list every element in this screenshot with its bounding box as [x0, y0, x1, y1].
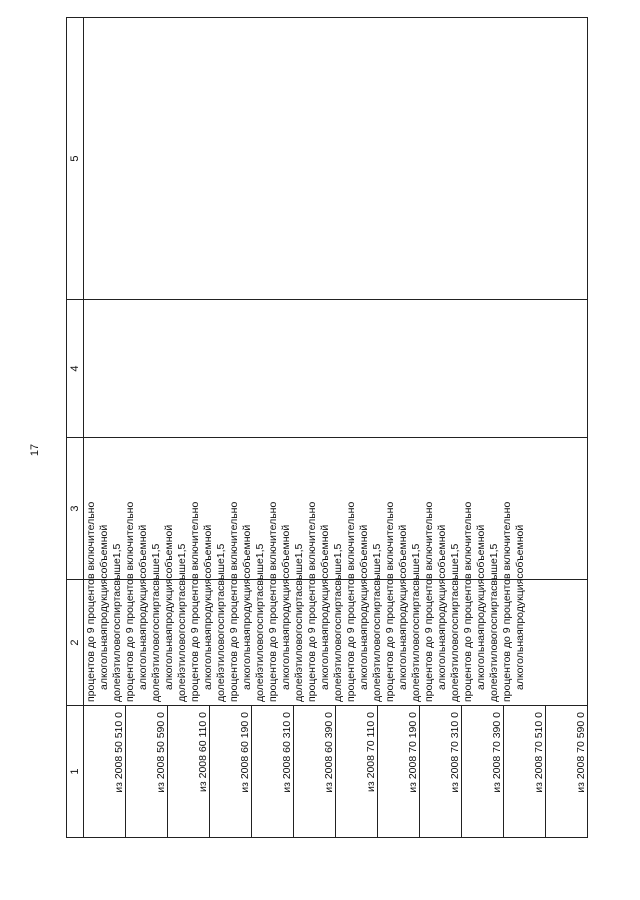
description-line: [488, 543, 501, 702]
description-word: алкогольная: [163, 629, 175, 690]
description-word: долей: [293, 672, 305, 702]
tnved-code-cell: из 2008 70 510 0: [504, 706, 546, 838]
description-word: долей: [176, 672, 188, 702]
tnved-code-cell: из 2008 70 110 0: [336, 706, 378, 838]
description-line: процентов до 9 процентов включительно: [423, 501, 435, 702]
description-word: 1,5: [332, 543, 344, 559]
description-word: спирта: [332, 590, 344, 624]
description-line: [176, 543, 189, 702]
description-word: 1,5: [488, 543, 500, 559]
description-word: объемной: [241, 524, 253, 574]
description-word: долей: [371, 672, 383, 702]
description-word: долей: [215, 672, 227, 702]
description-word: спирта: [410, 590, 422, 624]
header-col-1: 1: [67, 706, 84, 838]
description-word: продукция: [358, 578, 370, 630]
description-word: этилового: [410, 623, 422, 673]
description-word: продукция: [202, 578, 214, 630]
description-word: спирта: [293, 590, 305, 624]
description-word: долей: [150, 672, 162, 702]
description-word: свыше: [254, 558, 266, 591]
description-word: долей: [254, 672, 266, 702]
description-word: алкогольная: [358, 629, 370, 690]
description-word: свыше: [150, 558, 162, 591]
description-word: объемной: [137, 524, 149, 574]
description-word: 1,5: [176, 543, 188, 559]
description-word: объемной: [202, 524, 214, 574]
description-word: 1,5: [449, 543, 461, 559]
description-line: [397, 524, 410, 702]
rotated-table-frame: [66, 18, 586, 838]
description-line: [293, 543, 306, 702]
description-word: спирта: [488, 590, 500, 624]
description-word: алкогольная: [98, 629, 110, 690]
description-word: с: [202, 573, 214, 579]
description-word: спирта: [176, 590, 188, 624]
description-line: процентов до 9 процентов включительно: [85, 501, 97, 702]
description-word: 1,5: [215, 543, 227, 559]
description-line: [332, 543, 345, 702]
tnved-code-cell: из 2008 70 590 0: [546, 706, 588, 838]
description-line: [254, 543, 267, 702]
description-word: алкогольная: [514, 629, 526, 690]
description-line: [449, 543, 462, 702]
description-word: объемной: [397, 524, 409, 574]
description-word: продукция: [137, 578, 149, 630]
description-line: [319, 524, 332, 702]
tnved-code-cell: из 2008 70 310 0: [420, 706, 462, 838]
description-word: 1,5: [410, 543, 422, 559]
description-word: продукция: [397, 578, 409, 630]
description-word: с: [397, 573, 409, 579]
description-word: с: [475, 573, 487, 579]
description-line: [371, 543, 384, 702]
description-word: объемной: [280, 524, 292, 574]
description-word: этилового: [176, 623, 188, 673]
description-word: долей: [449, 672, 461, 702]
description-word: объемной: [319, 524, 331, 574]
description-word: этилового: [293, 623, 305, 673]
description-word: этилового: [371, 623, 383, 673]
description-word: спирта: [111, 590, 123, 624]
description-word: продукция: [163, 578, 175, 630]
description-word: продукция: [241, 578, 253, 630]
description-word: спирта: [254, 590, 266, 624]
tariff-table: [66, 17, 588, 838]
description-word: алкогольная: [475, 629, 487, 690]
description-line: процентов до 9 процентов включительно: [124, 501, 136, 702]
description-word: спирта: [150, 590, 162, 624]
table-row: [84, 18, 126, 838]
tnved-code-cell: из 2008 60 190 0: [210, 706, 252, 838]
description-line: процентов до 9 процентов включительно: [384, 501, 396, 702]
description-word: с: [137, 573, 149, 579]
description-line: [358, 524, 371, 702]
description-word: алкогольная: [397, 629, 409, 690]
tnved-code-cell: из 2008 60 110 0: [168, 706, 210, 838]
description-word: объемной: [358, 524, 370, 574]
tnved-code-cell: из 2008 50 510 0: [84, 706, 126, 838]
description-word: свыше: [332, 558, 344, 591]
description-line: [202, 524, 215, 702]
description-word: алкогольная: [436, 629, 448, 690]
description-line: [98, 524, 111, 702]
description-word: с: [163, 573, 175, 579]
description-word: спирта: [215, 590, 227, 624]
description-word: свыше: [215, 558, 227, 591]
tnved-code-cell: из 2008 60 390 0: [294, 706, 336, 838]
description-word: долей: [332, 672, 344, 702]
description-line: [111, 543, 124, 702]
description-word: долей: [111, 672, 123, 702]
description-word: алкогольная: [137, 629, 149, 690]
description-line: [163, 524, 176, 702]
tnved-code-cell: из 2008 60 310 0: [252, 706, 294, 838]
description-word: долей: [410, 672, 422, 702]
description-word: с: [319, 573, 331, 579]
description-word: свыше: [293, 558, 305, 591]
description-word: этилового: [449, 623, 461, 673]
description-word: свыше: [488, 558, 500, 591]
description-word: 1,5: [254, 543, 266, 559]
description-cell: [84, 501, 588, 706]
empty-cell-col-4: [84, 300, 588, 438]
description-word: продукция: [475, 578, 487, 630]
description-word: этилового: [488, 623, 500, 673]
empty-cell-col-5: [84, 18, 588, 300]
description-line: процентов до 9 процентов включительно: [228, 501, 240, 702]
tnved-code-cell: из 2008 50 590 0: [126, 706, 168, 838]
description-word: 1,5: [293, 543, 305, 559]
description-word: объемной: [475, 524, 487, 574]
description-word: этилового: [111, 623, 123, 673]
description-word: алкогольная: [202, 629, 214, 690]
description-line: [215, 543, 228, 702]
description-word: объемной: [98, 524, 110, 574]
description-word: свыше: [410, 558, 422, 591]
description-line: [241, 524, 254, 702]
description-word: объемной: [436, 524, 448, 574]
tnved-code-cell: из 2008 70 390 0: [462, 706, 504, 838]
description-line: процентов до 9 процентов включительно: [189, 501, 201, 702]
description-line: [150, 543, 163, 702]
description-word: с: [358, 573, 370, 579]
description-word: этилового: [332, 623, 344, 673]
description-word: продукция: [514, 578, 526, 630]
description-word: свыше: [111, 558, 123, 591]
description-word: спирта: [449, 590, 461, 624]
description-line: [514, 524, 527, 702]
tariff-table-wrapper: [66, 18, 586, 838]
description-word: алкогольная: [319, 629, 331, 690]
header-col-3: 3: [67, 438, 84, 580]
description-word: с: [98, 573, 110, 579]
description-line: процентов до 9 процентов включительно: [501, 501, 513, 702]
description-word: продукция: [98, 578, 110, 630]
description-word: алкогольная: [241, 629, 253, 690]
description-word: спирта: [371, 590, 383, 624]
description-word: свыше: [176, 558, 188, 591]
description-word: этилового: [215, 623, 227, 673]
description-line: [475, 524, 488, 702]
header-col-5: 5: [67, 18, 84, 300]
description-word: с: [241, 573, 253, 579]
description-word: с: [514, 573, 526, 579]
description-word: объемной: [163, 524, 175, 574]
description-line: процентов до 9 процентов включительно: [345, 501, 357, 702]
description-line: [410, 543, 423, 702]
description-line: процентов до 9 процентов включительно: [462, 501, 474, 702]
description-word: этилового: [150, 623, 162, 673]
description-line: [280, 524, 293, 702]
description-line: процентов до 9 процентов включительно: [267, 501, 279, 702]
header-col-2: 2: [67, 580, 84, 706]
header-col-4: 4: [67, 300, 84, 438]
header-row: [67, 18, 84, 838]
description-word: свыше: [371, 558, 383, 591]
description-word: долей: [488, 672, 500, 702]
description-word: с: [436, 573, 448, 579]
description-word: продукция: [319, 578, 331, 630]
description-line: [137, 524, 150, 702]
description-line: [436, 524, 449, 702]
description-word: этилового: [254, 623, 266, 673]
description-word: продукция: [436, 578, 448, 630]
tnved-code-cell: из 2008 70 190 0: [378, 706, 420, 838]
description-word: алкогольная: [280, 629, 292, 690]
page-number: 17: [29, 443, 41, 457]
description-word: 1,5: [111, 543, 123, 559]
description-word: объемной: [514, 524, 526, 574]
description-word: продукция: [280, 578, 292, 630]
description-word: 1,5: [371, 543, 383, 559]
description-word: с: [280, 573, 292, 579]
description-word: 1,5: [150, 543, 162, 559]
description-line: процентов до 9 процентов включительно: [306, 501, 318, 702]
description-word: свыше: [449, 558, 461, 591]
